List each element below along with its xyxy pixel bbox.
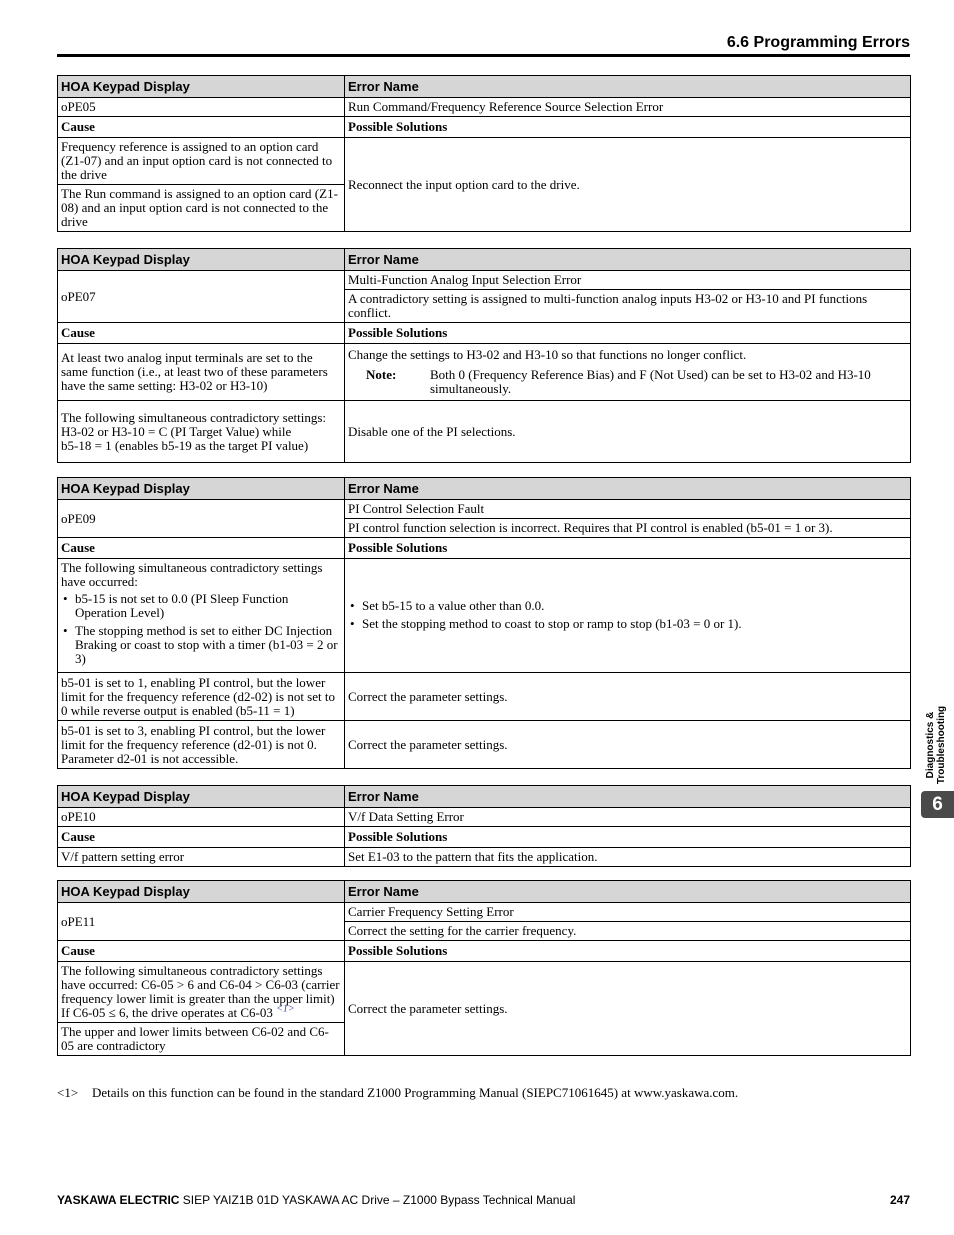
col-header-keypad: HOA Keypad Display xyxy=(58,478,345,500)
col-header-solutions: Possible Solutions xyxy=(345,117,911,138)
col-header-error-name: Error Name xyxy=(345,786,911,808)
footnote xyxy=(57,1085,738,1101)
error-description: A contradictory setting is assigned to multi-function analog inputs H3-02 or H3-10 and PI functions conflict. xyxy=(345,290,911,323)
cause-intro: The following simultaneous contradictory settings have occurred: xyxy=(61,560,323,589)
cause-cell: The Run command is assigned to an option card (Z1-08) and an input option card is not connected to the drive xyxy=(58,185,345,232)
error-name: Carrier Frequency Setting Error xyxy=(345,903,911,922)
solution-cell: Disable one of the PI selections. xyxy=(345,401,911,463)
col-header-solutions: Possible Solutions xyxy=(345,323,911,344)
solution-cell: Correct the parameter settings. xyxy=(345,962,911,1056)
footer-doc-title: SIEP YAIZ1B 01D YASKAWA AC Drive – Z1000 Bypass Technical Manual xyxy=(179,1193,576,1207)
note-label: Note: xyxy=(366,367,397,382)
note-text: Both 0 (Frequency Reference Bias) and F (Not Used) can be set to H3-02 and H3-10 simultaneously. xyxy=(430,367,871,396)
col-header-cause: Cause xyxy=(58,323,345,344)
error-code: oPE09 xyxy=(58,500,345,538)
cause-cell xyxy=(58,962,345,1023)
cause-line: b5-18 = 1 (enables b5-19 as the target PI value) xyxy=(61,437,309,453)
solution-bullet: • Set the stopping method to coast to stop or ramp to stop (b1-03 = 0 or 1). xyxy=(362,617,907,631)
cause-line: The following simultaneous contradictory settings: xyxy=(61,409,327,425)
ope09-table xyxy=(57,477,911,769)
chapter-side-label xyxy=(922,700,950,790)
cause-cell: V/f pattern setting error xyxy=(58,848,345,867)
footnote-text: Details on this function can be found in the standard Z1000 Programming Manual (SIEPC71061645) at www.yaskawa.com. xyxy=(92,1085,739,1100)
col-header-keypad: HOA Keypad Display xyxy=(58,76,345,98)
error-code: oPE11 xyxy=(58,903,345,941)
col-header-solutions: Possible Solutions xyxy=(345,827,911,848)
col-header-keypad: HOA Keypad Display xyxy=(58,786,345,808)
col-header-error-name: Error Name xyxy=(345,249,911,271)
cause-cell xyxy=(58,401,345,463)
cause-bullet: • b5-15 is not set to 0.0 (PI Sleep Function Operation Level) xyxy=(75,592,341,620)
cause-tail xyxy=(61,1003,341,1020)
ope05-table xyxy=(57,75,911,232)
section-title: 6.6 Programming Errors xyxy=(726,34,910,51)
ope11-table xyxy=(57,880,911,1056)
cause-cell: At least two analog input terminals are set to the same function (i.e., at least two of these parameters have the same setting: H3-02 or H3-10) xyxy=(58,344,345,401)
solution-bullet-list xyxy=(348,599,907,631)
solution-cell: Correct the parameter settings. xyxy=(345,721,911,769)
footnote-key: <1> xyxy=(57,1085,79,1100)
col-header-cause: Cause xyxy=(58,117,345,138)
error-code: oPE07 xyxy=(58,271,345,323)
page-footer xyxy=(57,1193,910,1211)
col-header-solutions: Possible Solutions xyxy=(345,538,911,559)
col-header-keypad: HOA Keypad Display xyxy=(58,881,345,903)
col-header-error-name: Error Name xyxy=(345,76,911,98)
ope07-table xyxy=(57,248,911,463)
error-name: Run Command/Frequency Reference Source Selection Error xyxy=(345,98,911,117)
col-header-cause: Cause xyxy=(58,538,345,559)
col-header-keypad: HOA Keypad Display xyxy=(58,249,345,271)
footnote-ref-link[interactable]: <1> xyxy=(276,1003,295,1015)
error-name: V/f Data Setting Error xyxy=(345,808,911,827)
cause-bullet: • The stopping method is set to either DC Injection Braking or coast to stop with a timer (b1-03 = 2 or 3) xyxy=(75,624,341,666)
solution-cell: Correct the parameter settings. xyxy=(345,673,911,721)
col-header-cause: Cause xyxy=(58,941,345,962)
cause-cell: b5-01 is set to 3, enabling PI control, but the lower limit for the frequency reference (d2-01) is not 0. Parameter d2-01 is not accessible. xyxy=(58,721,345,769)
error-code: oPE05 xyxy=(58,98,345,117)
side-label-line: Diagnostics & xyxy=(925,711,936,779)
col-header-error-name: Error Name xyxy=(345,881,911,903)
note xyxy=(348,368,907,396)
solution-bullet: • Set b5-15 to a value other than 0.0. xyxy=(362,599,907,613)
solution-cell xyxy=(345,559,911,673)
page-number: 247 xyxy=(889,1193,910,1207)
cause-cell: Frequency reference is assigned to an option card (Z1-07) and an input option card is not connected to the drive xyxy=(58,138,345,185)
cause-tail-text: If C6-05 ≤ 6, the drive operates at C6-03 xyxy=(61,1005,273,1020)
footer-brand: YASKAWA ELECTRIC xyxy=(57,1193,180,1207)
col-header-error-name: Error Name xyxy=(345,478,911,500)
cause-cell xyxy=(58,559,345,673)
error-name: PI Control Selection Fault xyxy=(345,500,911,519)
cause-line: H3-02 or H3-10 = C (PI Target Value) while xyxy=(61,423,292,439)
cause-text: The following simultaneous contradictory settings have occurred: C6-05 > 6 and C6-04 > C6-03 (carrier frequency lower limit is greater than the upper limit) xyxy=(61,963,340,1006)
error-description: PI control function selection is incorrect. Requires that PI control is enabled (b5-01 = 1 or 3). xyxy=(345,519,911,538)
solution-cell: Reconnect the input option card to the drive. xyxy=(345,138,911,232)
chapter-tab: 6 xyxy=(921,791,954,818)
cause-cell: The upper and lower limits between C6-02 and C6-05 are contradictory xyxy=(58,1023,345,1056)
col-header-solutions: Possible Solutions xyxy=(345,941,911,962)
solution-text: Change the settings to H3-02 and H3-10 so that functions no longer conflict. xyxy=(348,347,747,362)
error-code: oPE10 xyxy=(58,808,345,827)
solution-cell: Set E1-03 to the pattern that fits the application. xyxy=(345,848,911,867)
chapter-side-text xyxy=(925,706,947,784)
cause-cell: b5-01 is set to 1, enabling PI control, but the lower limit for the frequency reference (d2-02) is not set to 0 while reverse output is enabled (b5-11 = 1) xyxy=(58,673,345,721)
col-header-cause: Cause xyxy=(58,827,345,848)
solution-cell xyxy=(345,344,911,401)
side-label-line: Troubleshooting xyxy=(936,705,947,785)
cause-bullet-list xyxy=(61,592,341,666)
error-name: Multi-Function Analog Input Selection Error xyxy=(345,271,911,290)
ope10-table xyxy=(57,785,911,867)
error-description: Correct the setting for the carrier frequency. xyxy=(345,922,911,941)
page-header xyxy=(57,32,910,57)
